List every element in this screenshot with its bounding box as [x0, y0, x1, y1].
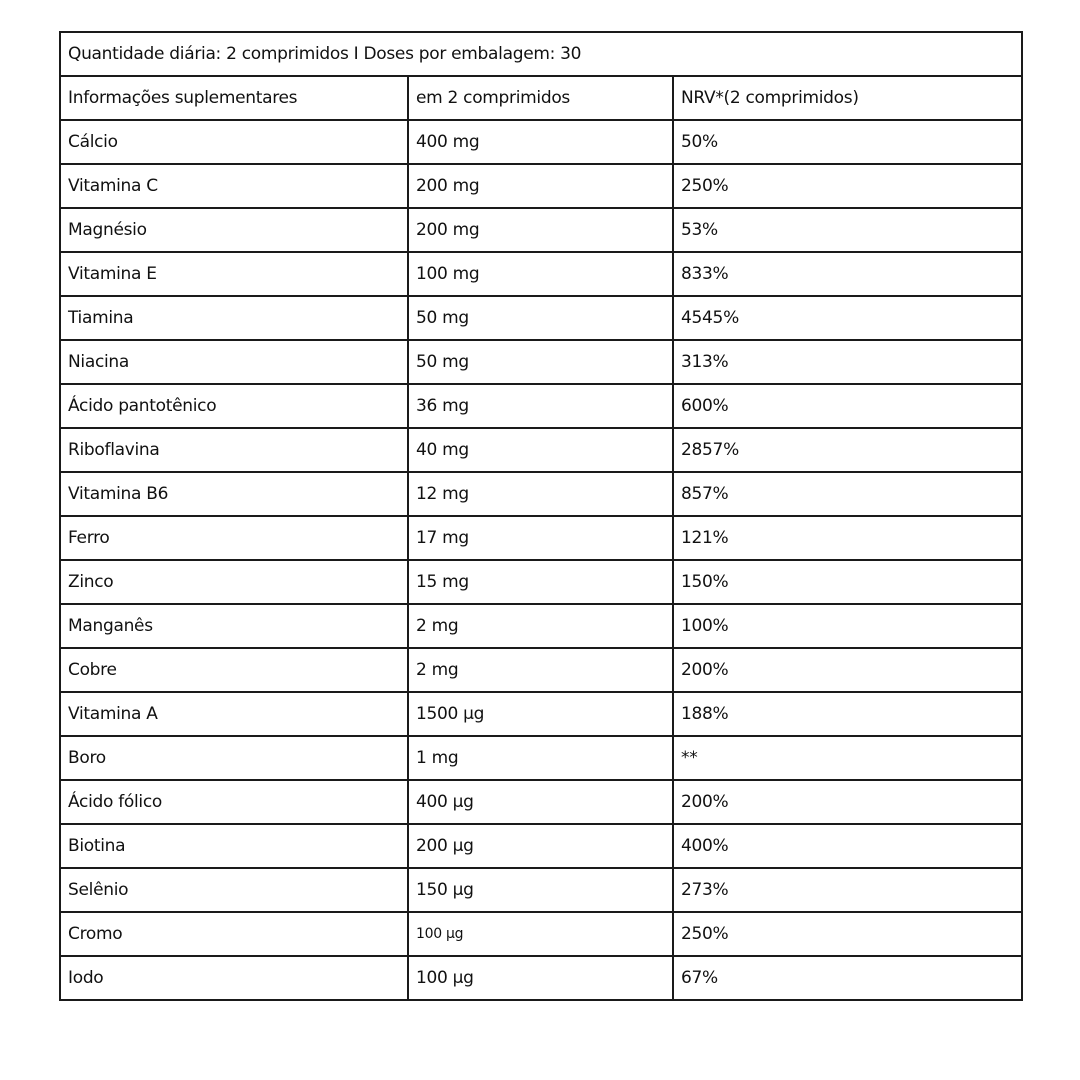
table-row [60, 472, 1022, 516]
nutrient-amount: 2 mg [408, 648, 673, 692]
nutrient-name: Vitamina E [60, 252, 408, 296]
nutrient-amount: 200 µg [408, 824, 673, 868]
nutrient-amount: 1500 µg [408, 692, 673, 736]
table-row [60, 208, 1022, 252]
table-row [60, 296, 1022, 340]
nutrient-nrv: 200% [673, 780, 1022, 824]
table-row [60, 868, 1022, 912]
table-row [60, 956, 1022, 1000]
nutrient-name: Cobre [60, 648, 408, 692]
nutrient-nrv: 400% [673, 824, 1022, 868]
table-row [60, 340, 1022, 384]
nutrient-nrv: 600% [673, 384, 1022, 428]
nutrient-nrv: 100% [673, 604, 1022, 648]
nutrient-nrv: 4545% [673, 296, 1022, 340]
daily-quantity-summary: Quantidade diária: 2 comprimidos I Doses por embalagem: 30 [60, 32, 1022, 76]
table-row [60, 428, 1022, 472]
table-row [60, 120, 1022, 164]
nutrient-name: Ácido pantotênico [60, 384, 408, 428]
nutrient-amount: 12 mg [408, 472, 673, 516]
nutrient-nrv: 857% [673, 472, 1022, 516]
column-header-row [60, 76, 1022, 120]
nutrient-name: Ferro [60, 516, 408, 560]
nutrient-name: Biotina [60, 824, 408, 868]
nutrient-amount: 50 mg [408, 296, 673, 340]
nutrient-name: Vitamina A [60, 692, 408, 736]
nutrient-name: Riboflavina [60, 428, 408, 472]
table-row [60, 604, 1022, 648]
nutrient-amount: 40 mg [408, 428, 673, 472]
nutrient-amount: 150 µg [408, 868, 673, 912]
nutrient-amount: 1 mg [408, 736, 673, 780]
nutrient-name: Vitamina C [60, 164, 408, 208]
nutrient-nrv: 67% [673, 956, 1022, 1000]
nutrient-amount: 100 µg [408, 912, 673, 956]
table-row [60, 164, 1022, 208]
nutrient-name: Selênio [60, 868, 408, 912]
nutrient-name: Boro [60, 736, 408, 780]
table-row [60, 516, 1022, 560]
column-header-nrv: NRV*(2 comprimidos) [673, 76, 1022, 120]
nutrient-name: Ácido fólico [60, 780, 408, 824]
nutrient-name: Tiamina [60, 296, 408, 340]
table-row [60, 692, 1022, 736]
nutrient-nrv: 200% [673, 648, 1022, 692]
nutrient-nrv: 833% [673, 252, 1022, 296]
nutrient-amount: 200 mg [408, 164, 673, 208]
nutrient-name: Iodo [60, 956, 408, 1000]
nutrient-nrv: 188% [673, 692, 1022, 736]
nutrient-amount: 15 mg [408, 560, 673, 604]
nutrient-nrv: 50% [673, 120, 1022, 164]
nutrient-nrv: 150% [673, 560, 1022, 604]
nutrient-name: Zinco [60, 560, 408, 604]
nutrient-amount: 100 mg [408, 252, 673, 296]
nutrient-nrv: 2857% [673, 428, 1022, 472]
column-header-amount: em 2 comprimidos [408, 76, 673, 120]
nutrient-nrv: 313% [673, 340, 1022, 384]
nutrient-name: Cromo [60, 912, 408, 956]
table-row [60, 560, 1022, 604]
table-row [60, 912, 1022, 956]
nutrient-amount: 17 mg [408, 516, 673, 560]
nutrient-name: Niacina [60, 340, 408, 384]
nutrient-amount: 200 mg [408, 208, 673, 252]
column-header-nutrient: Informações suplementares [60, 76, 408, 120]
nutrient-amount: 400 µg [408, 780, 673, 824]
table-row [60, 736, 1022, 780]
table-row [60, 648, 1022, 692]
nutrient-nrv: 53% [673, 208, 1022, 252]
nutrient-amount: 36 mg [408, 384, 673, 428]
nutrient-amount: 2 mg [408, 604, 673, 648]
nutrient-name: Vitamina B6 [60, 472, 408, 516]
nutrient-amount: 400 mg [408, 120, 673, 164]
summary-row [60, 32, 1022, 76]
nutrient-name: Cálcio [60, 120, 408, 164]
supplement-facts-table [59, 31, 1023, 1001]
nutrient-amount: 50 mg [408, 340, 673, 384]
nutrient-nrv: 121% [673, 516, 1022, 560]
table-row [60, 824, 1022, 868]
nutrient-nrv: ** [673, 736, 1022, 780]
table-row [60, 780, 1022, 824]
table-row [60, 384, 1022, 428]
nutrient-nrv: 250% [673, 912, 1022, 956]
nutrient-name: Magnésio [60, 208, 408, 252]
nutrient-nrv: 250% [673, 164, 1022, 208]
nutrient-nrv: 273% [673, 868, 1022, 912]
nutrient-amount: 100 µg [408, 956, 673, 1000]
nutrient-name: Manganês [60, 604, 408, 648]
table-row [60, 252, 1022, 296]
